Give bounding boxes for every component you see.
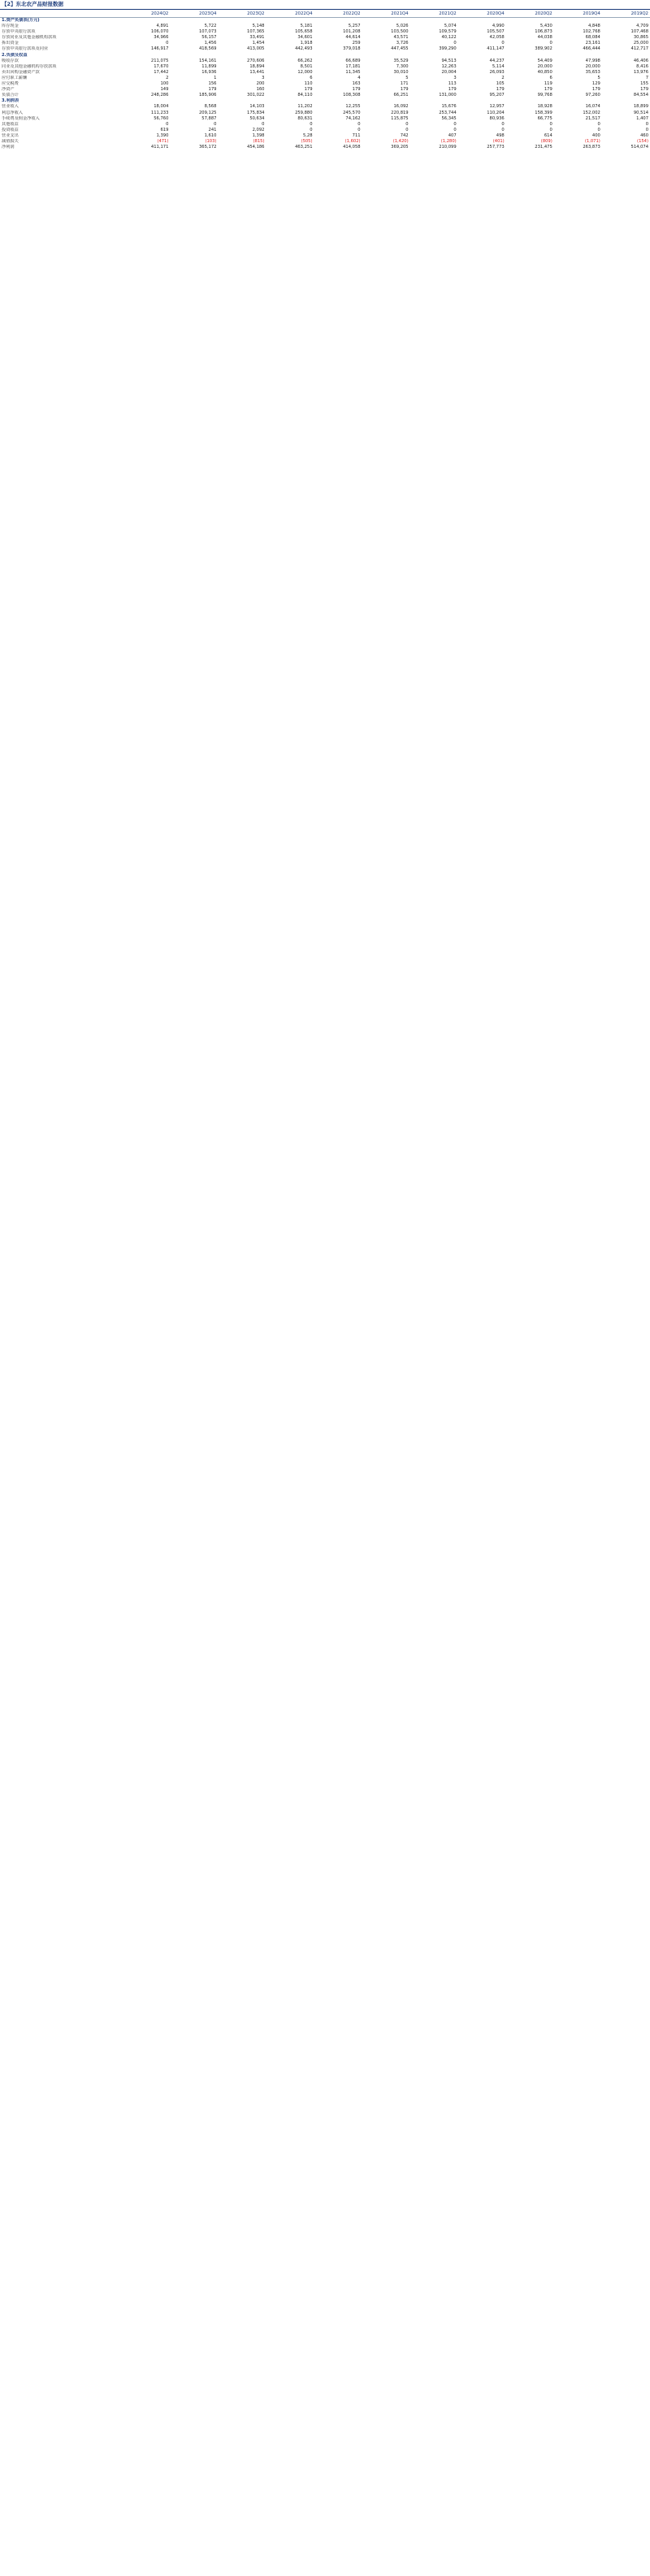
table-cell: 0 xyxy=(501,127,505,132)
table-cell: 18,928 xyxy=(537,104,552,110)
table-cell: 44,237 xyxy=(489,58,505,63)
table-cell: 0 xyxy=(166,121,169,127)
column-header: 2022Q4 xyxy=(266,10,314,18)
table-cell: 1,918 xyxy=(300,41,313,46)
table-cell: 131,000 xyxy=(439,93,457,98)
table-cell: 179 xyxy=(544,87,552,93)
row-label: 净资产 xyxy=(2,87,15,93)
table-cell: 8,568 xyxy=(204,104,217,110)
table-cell: 5 xyxy=(405,75,409,80)
table-cell: 40,122 xyxy=(441,35,457,41)
row-label: 存放同业及其他金融机构款项 xyxy=(2,35,57,41)
table-cell: 25,000 xyxy=(633,41,648,46)
table-cell: 4,891 xyxy=(156,24,169,29)
table-cell: 5,026 xyxy=(396,24,409,29)
table-cell: 80,631 xyxy=(297,115,313,121)
table-cell: 1,398 xyxy=(252,132,265,138)
row-label: 其他收益 xyxy=(2,121,19,127)
table-cell: 74,162 xyxy=(345,115,361,121)
table-cell: 156 xyxy=(208,81,217,87)
table-cell: 0 xyxy=(166,41,169,46)
column-header: 2020Q2 xyxy=(506,10,554,18)
table-cell: 40,850 xyxy=(537,69,552,75)
table-cell: (1,071) xyxy=(584,138,600,144)
table-cell: 13,976 xyxy=(633,69,648,75)
table-cell: 4 xyxy=(358,75,361,80)
table-cell: 108,308 xyxy=(343,93,361,98)
table-cell: (1,602) xyxy=(344,138,361,144)
table-cell: 30,010 xyxy=(393,69,409,75)
table-cell: 20,000 xyxy=(585,63,600,69)
table-cell: 5,28 xyxy=(302,132,313,138)
table-cell: 33,491 xyxy=(249,35,265,41)
table-cell: 95,207 xyxy=(489,93,505,98)
table-row xyxy=(0,104,650,110)
table-cell: 220,819 xyxy=(391,110,409,115)
table-cell: 466,444 xyxy=(583,46,600,52)
table-cell: 11,899 xyxy=(202,63,217,69)
table-row xyxy=(0,93,650,98)
table-cell: 23,161 xyxy=(585,41,600,46)
row-label: 投资收益 xyxy=(2,127,19,132)
table-row xyxy=(0,24,650,29)
table-cell: 1,390 xyxy=(156,132,169,138)
table-cell: 11,202 xyxy=(297,104,313,110)
table-cell: 454,186 xyxy=(247,145,265,150)
table-cell: 44,038 xyxy=(537,35,552,41)
table-row xyxy=(0,81,650,87)
row-label: 同业及其他金融机构存放款项 xyxy=(2,63,57,69)
table-cell: 129 xyxy=(592,81,600,87)
table-cell: 34,601 xyxy=(297,35,313,41)
table-cell: 17,670 xyxy=(154,63,169,69)
financial-table xyxy=(0,10,650,150)
table-cell: 13,441 xyxy=(249,69,265,75)
table-row xyxy=(0,87,650,93)
table-cell: 3 xyxy=(453,75,457,80)
table-cell: 0 xyxy=(549,41,552,46)
table-cell: (1,420) xyxy=(392,138,409,144)
table-cell: 56,345 xyxy=(441,115,457,121)
table-cell: (815) xyxy=(253,138,265,144)
table-cell: 16,936 xyxy=(202,69,217,75)
table-cell: 171 xyxy=(400,81,409,87)
table-cell: 84,110 xyxy=(297,93,313,98)
table-cell: 179 xyxy=(448,87,457,93)
table-cell: 8,501 xyxy=(300,63,313,69)
table-cell: 158,399 xyxy=(535,110,552,115)
table-cell: 0 xyxy=(645,121,648,127)
table-cell: 0 xyxy=(645,127,648,132)
table-cell: 97,260 xyxy=(585,93,600,98)
row-label: 利息净收入 xyxy=(2,110,23,115)
table-cell: 105 xyxy=(496,81,505,87)
table-cell: 498 xyxy=(496,132,505,138)
table-cell: 66,775 xyxy=(537,115,552,121)
row-label: 卖出回购金融资产款 xyxy=(2,69,40,75)
table-cell: 259,880 xyxy=(295,110,313,115)
row-label: 库存现金 xyxy=(2,24,19,29)
table-cell: 5,074 xyxy=(444,24,457,29)
table-cell: 301,022 xyxy=(247,93,265,98)
table-cell: 414,058 xyxy=(343,145,361,150)
table-cell: 0 xyxy=(453,127,457,132)
table-cell: 99,768 xyxy=(537,93,552,98)
table-row xyxy=(0,111,650,116)
table-cell: 113 xyxy=(448,81,457,87)
table-cell: 90,514 xyxy=(633,110,648,115)
row-label: 减值损失 xyxy=(2,138,19,144)
table-cell: 179 xyxy=(400,87,409,93)
section-header xyxy=(0,53,650,59)
table-cell: 0 xyxy=(358,121,361,127)
table-cell: 209,125 xyxy=(198,110,217,115)
table-cell: 66,262 xyxy=(297,58,313,63)
table-cell: 0 xyxy=(549,121,552,127)
table-cell: 259 xyxy=(352,41,361,46)
table-cell: 105,658 xyxy=(295,29,313,35)
row-label: 吸收存款 xyxy=(2,58,19,63)
table-cell: 26,093 xyxy=(489,69,505,75)
table-cell: 241 xyxy=(208,127,217,132)
table-cell: 2,092 xyxy=(252,127,265,132)
table-cell: 0 xyxy=(358,127,361,132)
column-header: 2019Q4 xyxy=(554,10,602,18)
table-cell: 152,002 xyxy=(583,110,600,115)
table-cell: 4,848 xyxy=(587,24,600,29)
table-cell: 175,834 xyxy=(247,110,265,115)
row-label: 拆出资金 xyxy=(2,41,19,46)
table-cell: 109,579 xyxy=(439,29,457,35)
table-cell: 200 xyxy=(256,81,265,87)
table-cell: 365,172 xyxy=(198,145,217,150)
table-cell: 179 xyxy=(592,87,600,93)
table-cell: 106,070 xyxy=(150,29,169,35)
report-title: 【2】东北农产品财报数据 xyxy=(0,0,650,10)
table-cell: 17,442 xyxy=(154,69,169,75)
table-cell: 102,768 xyxy=(583,29,600,35)
table-cell: 1,456 xyxy=(204,41,217,46)
column-header-row xyxy=(0,10,650,18)
table-cell: 155 xyxy=(640,81,648,87)
table-cell: 231,475 xyxy=(535,145,552,150)
row-label: 营业支出 xyxy=(2,132,19,138)
row-label: 应交税费 xyxy=(2,81,19,87)
table-cell: 0 xyxy=(405,127,409,132)
table-cell: 179 xyxy=(352,87,361,93)
table-cell: 16,092 xyxy=(393,104,409,110)
table-cell: 15,676 xyxy=(441,104,457,110)
table-cell: 12,000 xyxy=(297,69,313,75)
column-header: 2020Q4 xyxy=(458,10,506,18)
table-cell: 110 xyxy=(304,81,313,87)
table-cell: 514,074 xyxy=(630,145,648,150)
table-cell: 119 xyxy=(544,81,552,87)
table-cell: 270,606 xyxy=(247,58,265,63)
table-cell: 7 xyxy=(645,75,648,80)
table-cell: 3 xyxy=(262,75,265,80)
table-cell: 2 xyxy=(501,75,505,80)
table-body xyxy=(0,18,650,151)
table-cell: 399,290 xyxy=(439,46,457,52)
row-label: 存放中央银行款项 xyxy=(2,29,36,35)
table-cell: 413,005 xyxy=(247,46,265,52)
table-cell: 0 xyxy=(597,121,600,127)
table-cell: 4,709 xyxy=(636,24,648,29)
table-cell: 1 xyxy=(214,75,217,80)
table-cell: 56,760 xyxy=(154,115,169,121)
table-row xyxy=(0,59,650,64)
column-header: 2021Q4 xyxy=(362,10,410,18)
table-cell: 407 xyxy=(448,132,457,138)
table-cell: 0 xyxy=(310,127,313,132)
table-cell: 5,114 xyxy=(492,63,505,69)
table-cell: 84,554 xyxy=(633,93,648,98)
table-cell: 149 xyxy=(160,87,169,93)
table-cell: 379,018 xyxy=(343,46,361,52)
table-row xyxy=(0,116,650,122)
table-cell: 54,409 xyxy=(537,58,552,63)
row-label: 净利润 xyxy=(2,145,15,150)
table-cell: 411,171 xyxy=(150,145,169,150)
table-cell: 12,255 xyxy=(345,104,361,110)
table-cell: (154) xyxy=(637,138,648,144)
table-cell: 1,407 xyxy=(636,115,648,121)
table-cell: 179 xyxy=(208,87,217,93)
row-label: 应付职工薪酬 xyxy=(2,75,28,80)
table-cell: 56,157 xyxy=(202,35,217,41)
table-cell: 20,000 xyxy=(537,63,552,69)
table-cell: 42,058 xyxy=(489,35,505,41)
table-cell: 0 xyxy=(453,121,457,127)
table-row xyxy=(0,29,650,35)
table-cell: 4,990 xyxy=(492,24,505,29)
table-cell: 6 xyxy=(310,75,313,80)
table-cell: 0 xyxy=(310,121,313,127)
table-cell: 68,084 xyxy=(585,35,600,41)
row-label: 存放中央银行款项及同业 xyxy=(2,46,49,52)
table-cell: 34,966 xyxy=(154,35,169,41)
table-cell: 18,899 xyxy=(633,104,648,110)
table-cell: 0 xyxy=(597,127,600,132)
table-cell: 210,099 xyxy=(439,145,457,150)
table-cell: 110,204 xyxy=(487,110,505,115)
table-cell: 0 xyxy=(405,121,409,127)
table-row xyxy=(0,35,650,41)
table-cell: 5,430 xyxy=(540,24,552,29)
table-cell: 20,004 xyxy=(441,69,457,75)
row-label: 手续费及佣金净收入 xyxy=(2,115,40,121)
table-cell: 412,717 xyxy=(630,46,648,52)
table-cell: 411,147 xyxy=(487,46,505,52)
table-cell: 35,529 xyxy=(393,58,409,63)
table-row xyxy=(0,64,650,70)
table-cell: 100 xyxy=(160,81,169,87)
table-cell: 57,887 xyxy=(202,115,217,121)
section-header xyxy=(0,98,650,104)
table-cell: 179 xyxy=(304,87,313,93)
table-cell: 263,873 xyxy=(583,145,600,150)
table-cell: 18,894 xyxy=(249,63,265,69)
table-cell: (471) xyxy=(157,138,169,144)
table-cell: 154,161 xyxy=(198,58,217,63)
table-cell: 0 xyxy=(453,41,457,46)
table-cell: 5,257 xyxy=(348,24,361,29)
table-row xyxy=(0,128,650,133)
table-cell: 0 xyxy=(549,127,552,132)
table-cell: 21,517 xyxy=(585,115,600,121)
table-cell: 107,073 xyxy=(198,29,217,35)
table-cell: 35,653 xyxy=(585,69,600,75)
row-label: 营业收入 xyxy=(2,104,19,110)
table-row xyxy=(0,139,650,145)
table-cell: 47,998 xyxy=(585,58,600,63)
table-cell: 257,773 xyxy=(487,145,505,150)
table-cell: (809) xyxy=(540,138,552,144)
table-cell: 66,251 xyxy=(393,93,409,98)
column-header: 2023Q2 xyxy=(218,10,266,18)
column-header: 2023Q4 xyxy=(170,10,218,18)
table-cell: 5 xyxy=(597,75,600,80)
table-cell: 107,468 xyxy=(630,29,648,35)
table-cell: 179 xyxy=(640,87,648,93)
table-row xyxy=(0,122,650,128)
table-cell: 111,233 xyxy=(150,110,169,115)
section-header xyxy=(0,18,650,24)
table-cell: 460 xyxy=(640,132,648,138)
table-cell: (1,280) xyxy=(440,138,457,144)
table-cell: 8,416 xyxy=(636,63,648,69)
table-cell: 711 xyxy=(352,132,361,138)
table-cell: 43,571 xyxy=(393,35,409,41)
table-cell: 179 xyxy=(496,87,505,93)
table-cell: 463,251 xyxy=(295,145,313,150)
table-cell: 46,406 xyxy=(633,58,648,63)
table-cell: 447,455 xyxy=(391,46,409,52)
section-title: 2.负债及权益 xyxy=(2,52,28,58)
table-cell: 742 xyxy=(400,132,409,138)
column-header: 2021Q2 xyxy=(410,10,458,18)
table-cell: 211,075 xyxy=(150,58,169,63)
table-cell: 94,513 xyxy=(441,58,457,63)
table-cell: 614 xyxy=(544,132,552,138)
table-cell: 103,500 xyxy=(391,29,409,35)
table-cell: 1,454 xyxy=(252,41,265,46)
column-header: 2022Q2 xyxy=(314,10,362,18)
table-cell: 115,875 xyxy=(391,115,409,121)
table-cell: 0 xyxy=(214,121,217,127)
table-row xyxy=(0,133,650,139)
table-cell: 3,726 xyxy=(396,41,409,46)
table-cell: 80,936 xyxy=(489,115,505,121)
section-title: 1.资产负债表(万元) xyxy=(2,18,40,23)
table-cell: 619 xyxy=(160,127,169,132)
table-cell: 106,873 xyxy=(535,29,552,35)
table-cell: 2 xyxy=(166,75,169,80)
table-cell: 185,906 xyxy=(198,93,217,98)
table-cell: 30,865 xyxy=(633,35,648,41)
table-cell: 146,917 xyxy=(150,46,169,52)
table-cell: 0 xyxy=(501,41,505,46)
table-row xyxy=(0,46,650,52)
table-cell: 400 xyxy=(592,132,600,138)
table-cell: 66,689 xyxy=(345,58,361,63)
table-cell: 50,634 xyxy=(249,115,265,121)
table-row xyxy=(0,70,650,76)
table-cell: (401) xyxy=(492,138,505,144)
table-cell: 14,103 xyxy=(249,104,265,110)
table-cell: (505) xyxy=(301,138,313,144)
table-cell: 107,365 xyxy=(247,29,265,35)
table-cell: 5,722 xyxy=(204,24,217,29)
table-cell: 1,610 xyxy=(204,132,217,138)
table-cell: 5,148 xyxy=(252,24,265,29)
table-cell: 442,493 xyxy=(295,46,313,52)
label-column-header xyxy=(0,10,122,18)
table-cell: 12,263 xyxy=(441,63,457,69)
column-header: 2024Q2 xyxy=(122,10,170,18)
table-cell: 369,205 xyxy=(391,145,409,150)
table-cell: 0 xyxy=(501,121,505,127)
table-cell: 6 xyxy=(549,75,552,80)
table-cell: (103) xyxy=(205,138,217,144)
table-cell: 0 xyxy=(262,121,265,127)
table-cell: 18,004 xyxy=(154,104,169,110)
table-cell: 245,570 xyxy=(343,110,361,115)
table-cell: 11,345 xyxy=(345,69,361,75)
table-row xyxy=(0,145,650,150)
table-cell: 105,507 xyxy=(487,29,505,35)
table-cell: 16,074 xyxy=(585,104,600,110)
table-cell: 12,957 xyxy=(489,104,505,110)
table-row xyxy=(0,76,650,81)
table-cell: 101,208 xyxy=(343,29,361,35)
table-cell: 44,614 xyxy=(345,35,361,41)
table-cell: 389,902 xyxy=(535,46,552,52)
column-header: 2019Q2 xyxy=(602,10,650,18)
row-label: 负债合计 xyxy=(2,93,19,98)
section-title: 3.利润表 xyxy=(2,98,20,104)
table-cell: 248,286 xyxy=(150,93,169,98)
table-cell: 5,181 xyxy=(300,24,313,29)
table-cell: 418,569 xyxy=(198,46,217,52)
table-cell: 160 xyxy=(256,87,265,93)
table-cell: 253,744 xyxy=(439,110,457,115)
table-row xyxy=(0,41,650,46)
table-cell: 7,300 xyxy=(396,63,409,69)
table-cell: 163 xyxy=(352,81,361,87)
table-cell: 17,181 xyxy=(345,63,361,69)
